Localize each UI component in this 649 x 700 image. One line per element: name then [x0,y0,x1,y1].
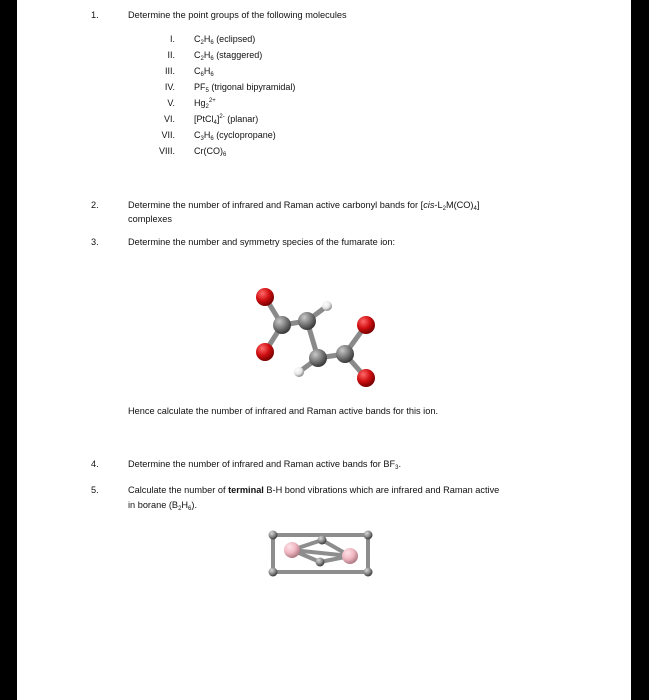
list-item-roman: VIII. [158,146,175,156]
question-1-text: Determine the point groups of the following molecules [128,10,347,20]
hydrogen-atom [318,536,327,545]
diborane-model [262,520,382,590]
question-1-number: 1. [91,10,99,20]
boron-atom [284,542,300,558]
list-item-roman: V. [167,98,175,108]
list-item-roman: II. [167,50,175,60]
question-3-followup: Hence calculate the number of infrared and Raman active bands for this ion. [128,406,438,416]
list-item-formula: $PF_5$ (trigonal bipyramidal) [194,82,296,94]
question-4-text: Determine the number of infrared and Raman active bands for $BF_3$. [128,459,401,471]
list-item-formula: $C_3H_6$ (cyclopropane) [194,130,276,142]
hydrogen-atom [364,568,373,577]
list-item-roman: III. [164,66,175,76]
question-4-number: 4. [91,459,99,469]
oxygen-atom [357,369,375,387]
oxygen-atom [357,316,375,334]
list-item-roman: VI. [163,114,175,124]
document-page [17,0,631,700]
question-2-text-line2: complexes [128,214,172,224]
carbon-atom [336,345,354,363]
question-3-number: 3. [91,237,99,247]
question-5-number: 5. [91,485,99,495]
hydrogen-atom [322,301,332,311]
carbon-atom [273,316,291,334]
list-item-formula: $C_6H_6$ [194,66,214,78]
question-3-text: Determine the number and symmetry species of the fumarate ion: [128,237,396,247]
list-item-roman: VII. [161,130,175,140]
list-item-formula: $C_2H_6$ (staggered) [194,50,263,62]
hydrogen-atom [364,531,373,540]
list-item-formula: [PtCl$_4$]$^{2-}$ (planar) [194,114,259,126]
question-5-text-line2: in borane $(B_2H_6)$. [128,500,198,512]
list-item-formula: $Hg_2^{2+}$ [194,98,216,110]
question-2-text: Determine the number of infrared and Raman active carbonyl bands for $[cis-L_2M(CO)_4]$ [128,200,480,212]
question-2-number: 2. [91,200,99,210]
hydrogen-atom [316,558,325,567]
oxygen-atom [256,288,274,306]
oxygen-atom [256,343,274,361]
list-item-formula: $Cr(CO)_6$ [194,146,227,158]
carbon-atom [309,349,327,367]
list-item-formula: $C_2H_6$ (eclipsed) [194,34,256,46]
carbon-atom [298,312,316,330]
boron-atom [342,548,358,564]
hydrogen-atom [269,531,278,540]
question-5-text: Calculate the number of terminal B-H bond vibrations which are infrared and Raman active [128,485,500,495]
hydrogen-atom [269,568,278,577]
fumarate-ion-model [245,280,415,395]
list-item-roman: I. [169,34,175,44]
list-item-roman: IV. [164,82,175,92]
hydrogen-atom [294,367,304,377]
